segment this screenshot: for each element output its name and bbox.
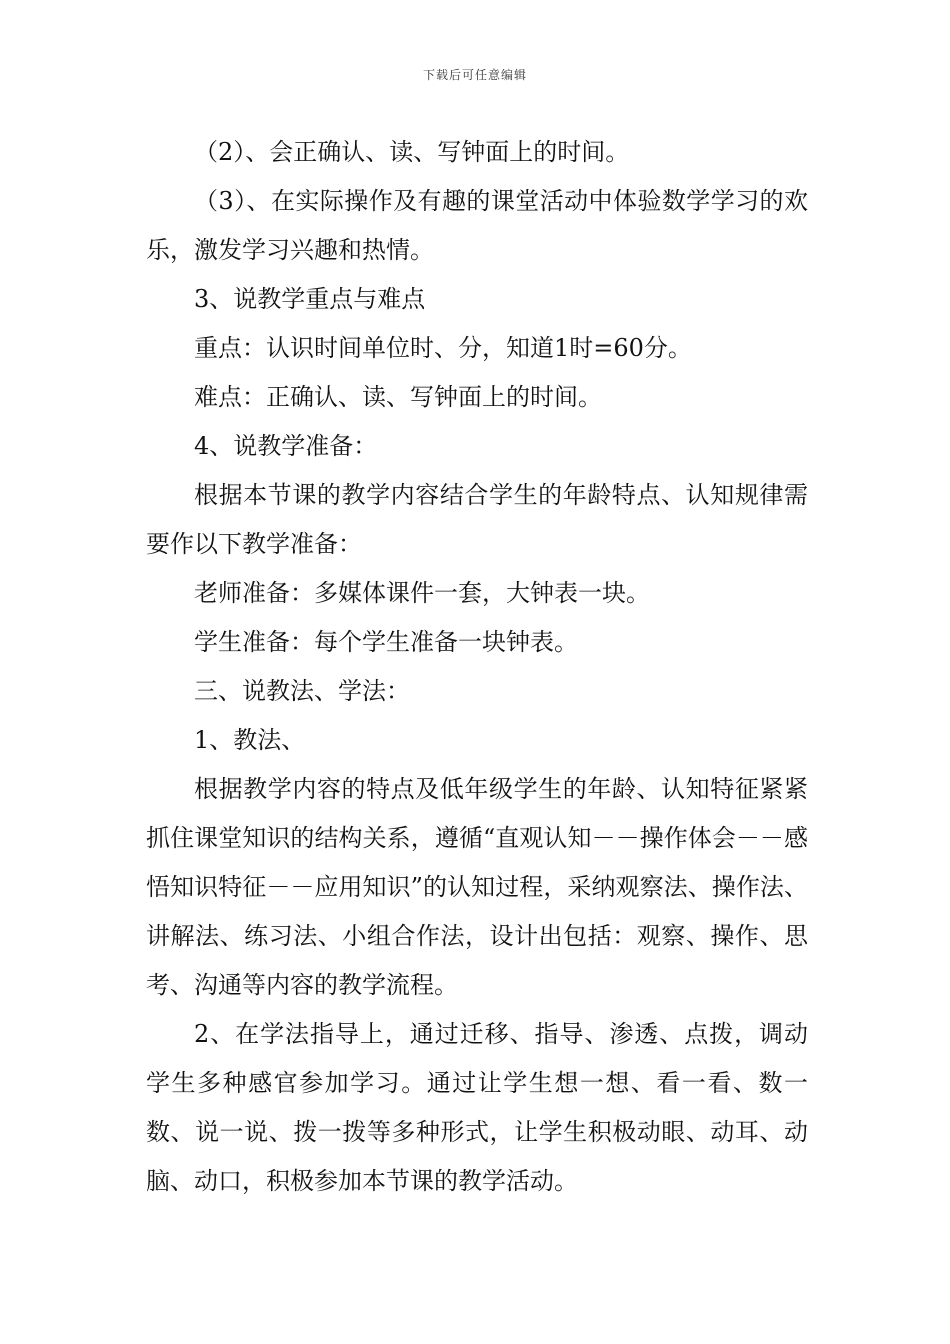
document-body [146,128,808,1206]
paragraph: （3）、在实际操作及有趣的课堂活动中体验数学学习的欢乐，激发学习兴趣和热情。 [146,187,808,264]
paragraph: 根据教学内容的特点及低年级学生的年龄、认知特征紧紧抓住课堂知识的结构关系，遵循“直观认知－－操作体会－－感悟知识特征－－应用知识”的认知过程，采纳观察法、操作法、讲解法、练习法、小组合作法，设计出包括：观察、操作、思考、沟通等内容的教学流程。 [146,775,808,999]
section-heading: 3、说教学重点与难点 [194,285,426,313]
paragraph: 老师准备：多媒体课件一套，大钟表一块。 [194,579,650,607]
paragraph: 重点：认识时间单位时、分，知道1时=60分。 [194,334,692,362]
page-header: 下载后可任意编辑 [422,68,527,82]
paragraph: 难点：正确认、读、写钟面上的时间。 [194,383,602,411]
paragraph: 根据本节课的教学内容结合学生的年龄特点、认知规律需要作以下教学准备： [146,481,808,558]
paragraph: 学生准备：每个学生准备一块钟表。 [194,628,578,656]
section-heading: 4、说教学准备： [194,432,378,460]
section-heading: 三、说教法、学法： [194,677,410,705]
paragraph: （2）、会正确认、读、写钟面上的时间。 [194,138,630,166]
section-heading: 1、教法、 [194,726,306,754]
paragraph: 2、在学法指导上，通过迁移、指导、渗透、点拨，调动学生多种感官参加学习。通过让学生想一想、看一看、数一数、说一说、拨一拨等多种形式，让学生积极动眼、动耳、动脑、动口，积极参加本节课的教学活动。 [146,1020,808,1195]
